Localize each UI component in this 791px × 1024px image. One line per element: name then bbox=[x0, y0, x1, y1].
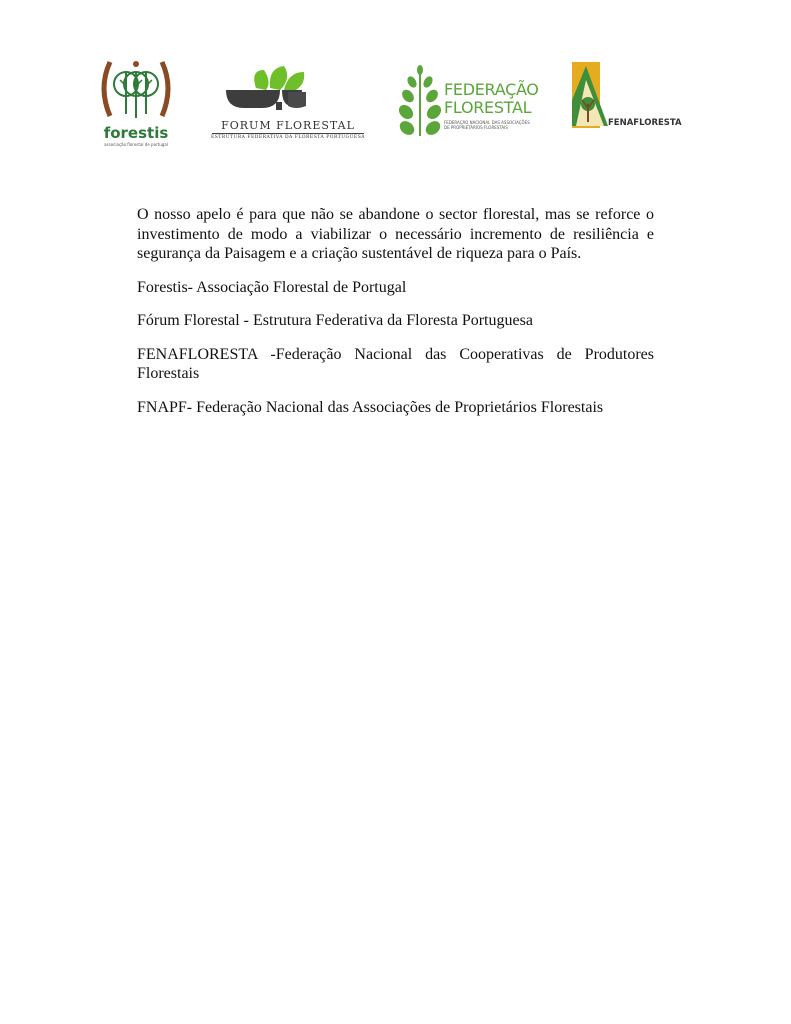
forestis-logo bbox=[100, 58, 172, 150]
federacao-florestal-logo-tagline: FEDERAÇÃO NACIONAL DAS ASSOCIAÇÕES DE PROPRIETÁRIOS FLORESTAIS bbox=[444, 120, 530, 130]
federacao-florestal-logo-name-line1: FEDERAÇÃO bbox=[444, 80, 539, 99]
forestis-logo-name: forestis bbox=[103, 124, 169, 142]
fenafloresta-tree-icon bbox=[568, 60, 612, 130]
federacao-florestal-logo-name-line2: FLORESTAL bbox=[444, 98, 532, 117]
forum-florestal-logo-tagline: ESTRUTURA FEDERATIVA DA FLORESTA PORTUGUESA bbox=[210, 135, 366, 140]
forum-florestal-logo-name: FORUM FLORESTAL bbox=[221, 119, 355, 132]
logo-header bbox=[0, 0, 791, 160]
letter-body bbox=[137, 205, 654, 417]
appeal-paragraph: O nosso apelo é para que não se abandone o sector florestal, mas se reforce o investimento de modo a viabilizar o necessário incremento de resiliência e segurança da Paisagem e a criação sustentável de riqueza para o País. bbox=[137, 206, 654, 262]
signatory-fnapf: FNAPF- Federação Nacional das Associações de Proprietários Florestais bbox=[137, 398, 604, 416]
fenafloresta-logo bbox=[568, 60, 680, 132]
forum-florestal-logo-divider bbox=[212, 133, 364, 134]
signatory-forestis: Forestis- Associação Florestal de Portugal bbox=[137, 278, 407, 296]
forestis-logo-tagline: associação florestal de portugal bbox=[104, 142, 168, 147]
signatory-fenafloresta: FENAFLORESTA -Federação Nacional das Cooperativas de Produtores Florestais bbox=[137, 345, 654, 382]
signatory-forum-florestal: Fórum Florestal - Estrutura Federativa da Floresta Portuguesa bbox=[137, 312, 533, 329]
forestis-tree-icon bbox=[100, 58, 172, 124]
federacao-florestal-tree-icon bbox=[398, 64, 442, 140]
forum-florestal-leaves-icon bbox=[210, 66, 366, 118]
fenafloresta-logo-name: FENAFLORESTA bbox=[608, 118, 682, 128]
forum-florestal-logo bbox=[210, 66, 366, 142]
federacao-florestal-logo bbox=[398, 64, 539, 140]
